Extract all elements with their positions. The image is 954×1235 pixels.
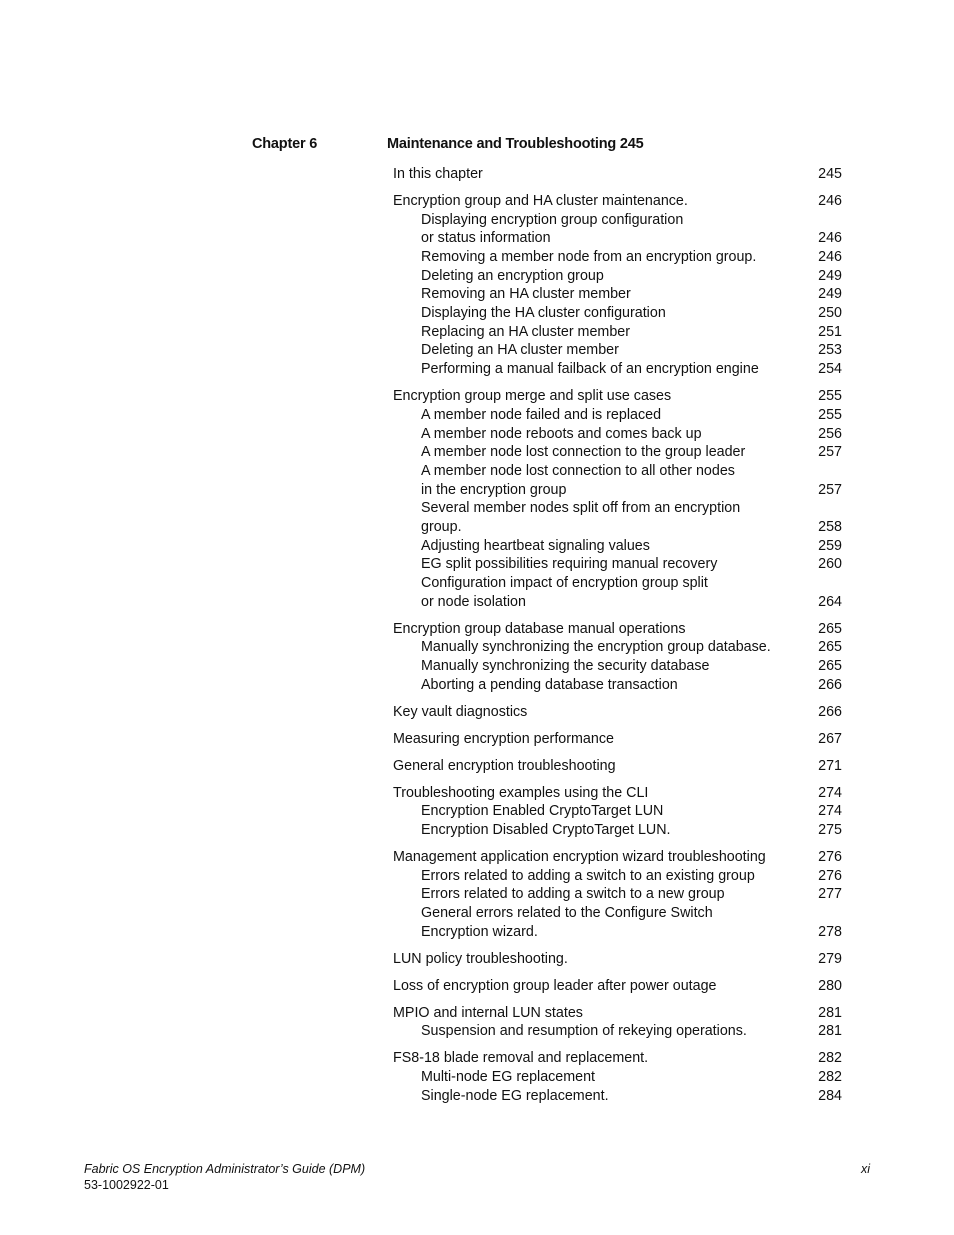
toc-subentry[interactable] <box>393 657 842 676</box>
toc-subentry[interactable] <box>393 518 842 537</box>
toc-entry-title: FS8-18 blade removal and replacement. <box>393 1050 652 1066</box>
toc-subentry[interactable] <box>393 211 842 230</box>
toc-page-number: 267 <box>808 730 842 749</box>
toc-page-number: 245 <box>808 165 842 184</box>
toc-page-number: 257 <box>808 443 842 462</box>
toc-entry[interactable] <box>393 950 842 969</box>
toc-subentry[interactable] <box>393 267 842 286</box>
toc-subentry[interactable] <box>393 443 842 462</box>
toc-entry-title: EG split possibilities requiring manual recovery <box>421 556 721 572</box>
toc-entry-title: Key vault diagnostics <box>393 704 531 720</box>
toc-page-number: 255 <box>808 387 842 406</box>
toc-entry-title: In this chapter <box>393 166 487 182</box>
toc-page-number: 266 <box>808 676 842 695</box>
toc-page-number: 282 <box>808 1049 842 1068</box>
toc-entry-title: General errors related to the Configure Switch <box>421 905 717 921</box>
toc-page-number: 259 <box>808 537 842 556</box>
toc-entry-title: A member node reboots and comes back up <box>421 426 706 442</box>
toc-subentry[interactable] <box>393 923 842 942</box>
toc-entry[interactable] <box>393 757 842 776</box>
toc-page-number: 246 <box>808 192 842 211</box>
toc-subentry[interactable] <box>393 285 842 304</box>
toc-subentry[interactable] <box>393 341 842 360</box>
toc-entry-title: Manually synchronizing the encryption group database. <box>421 639 775 655</box>
toc-entry-title: Several member nodes split off from an encryption <box>421 500 744 516</box>
toc-entry-title: Measuring encryption performance <box>393 731 618 747</box>
toc-subentry[interactable] <box>393 904 842 923</box>
toc-subentry[interactable] <box>393 1087 842 1106</box>
toc-page-number: 264 <box>808 593 842 612</box>
toc-page-number: 282 <box>808 1068 842 1087</box>
toc-subentry[interactable] <box>393 867 842 886</box>
toc-entry-title: Deleting an HA cluster member <box>421 342 623 358</box>
toc-entry-title: Replacing an HA cluster member <box>421 324 634 340</box>
toc-page-number: 279 <box>808 950 842 969</box>
toc-page-number: 256 <box>808 425 842 444</box>
toc-subentry[interactable] <box>393 676 842 695</box>
toc-page-number: 277 <box>808 885 842 904</box>
toc-entry-title: LUN policy troubleshooting. <box>393 951 572 967</box>
toc-entry-title: Aborting a pending database transaction <box>421 677 682 693</box>
toc-entry-title: or node isolation <box>421 594 530 610</box>
toc-subentry[interactable] <box>393 593 842 612</box>
toc-subentry[interactable] <box>393 304 842 323</box>
toc-entry[interactable] <box>393 784 842 803</box>
toc-entry-title: A member node lost connection to all other nodes <box>421 463 739 479</box>
toc-page-number: 281 <box>808 1004 842 1023</box>
toc-entry[interactable] <box>393 192 842 211</box>
toc-page-number: 276 <box>808 867 842 886</box>
toc-entry-title: A member node failed and is replaced <box>421 407 665 423</box>
toc-page-number: 274 <box>808 784 842 803</box>
toc-subentry[interactable] <box>393 406 842 425</box>
toc-subentry[interactable] <box>393 360 842 379</box>
toc-entry-title: MPIO and internal LUN states <box>393 1005 587 1021</box>
toc-entry-title: Deleting an encryption group <box>421 268 608 284</box>
toc-page-number: 280 <box>808 977 842 996</box>
toc-subentry[interactable] <box>393 248 842 267</box>
toc-page-number: 275 <box>808 821 842 840</box>
footer-book-title: Fabric OS Encryption Administrator’s Guide (DPM) <box>84 1162 366 1176</box>
toc-page-number: 255 <box>808 406 842 425</box>
toc-subentry[interactable] <box>393 638 842 657</box>
toc-entry[interactable] <box>393 1049 842 1068</box>
toc-subentry[interactable] <box>393 555 842 574</box>
toc-page-number: 250 <box>808 304 842 323</box>
toc-entry-title: Configuration impact of encryption group split <box>421 575 712 591</box>
toc-entry-title: Suspension and resumption of rekeying operations. <box>421 1023 751 1039</box>
toc-page-number: 281 <box>808 1022 842 1041</box>
toc-page-number: 276 <box>808 848 842 867</box>
toc-subentry[interactable] <box>393 574 842 593</box>
footer-document-number: 53-1002922-01 <box>84 1178 169 1192</box>
toc-page-number: 274 <box>808 802 842 821</box>
toc-entry-title: Displaying the HA cluster configuration <box>421 305 670 321</box>
toc-subentry[interactable] <box>393 462 842 481</box>
toc-subentry[interactable] <box>393 481 842 500</box>
toc-entry-title: A member node lost connection to the group leader <box>421 444 749 460</box>
toc-page-number: 253 <box>808 341 842 360</box>
toc-entry[interactable] <box>393 387 842 406</box>
toc-page-number: 265 <box>808 657 842 676</box>
toc-page-number: 249 <box>808 267 842 286</box>
toc-page-number: 271 <box>808 757 842 776</box>
toc-entry-title: in the encryption group <box>421 482 570 498</box>
toc-page-number: 254 <box>808 360 842 379</box>
toc-entry-title: or status information <box>421 230 555 246</box>
toc-page-number: 284 <box>808 1087 842 1106</box>
toc-entry[interactable] <box>393 703 842 722</box>
chapter-label: Chapter 6 <box>252 136 318 152</box>
toc-entry-title: Troubleshooting examples using the CLI <box>393 785 652 801</box>
toc-page-number: 278 <box>808 923 842 942</box>
toc-page-number: 266 <box>808 703 842 722</box>
toc-entry-title: Manually synchronizing the security database <box>421 658 713 674</box>
toc-subentry[interactable] <box>393 499 842 518</box>
toc-subentry[interactable] <box>393 885 842 904</box>
toc-subentry[interactable] <box>393 1022 842 1041</box>
toc-page-number: 265 <box>808 638 842 657</box>
table-of-contents <box>393 165 842 1106</box>
footer-page-number: xi <box>860 1162 870 1176</box>
toc-entry-title: Encryption Disabled CryptoTarget LUN. <box>421 822 675 838</box>
toc-page-number: 246 <box>808 248 842 267</box>
toc-entry-title: Multi-node EG replacement <box>421 1069 599 1085</box>
toc-subentry[interactable] <box>393 802 842 821</box>
toc-entry[interactable] <box>393 1004 842 1023</box>
toc-entry-title: Encryption Enabled CryptoTarget LUN <box>421 803 667 819</box>
toc-subentry[interactable] <box>393 821 842 840</box>
toc-subentry[interactable] <box>393 323 842 342</box>
toc-subentry[interactable] <box>393 537 842 556</box>
toc-entry[interactable] <box>393 620 842 639</box>
toc-subentry[interactable] <box>393 229 842 248</box>
toc-entry-title: Errors related to adding a switch to an existing group <box>421 868 759 884</box>
toc-entry[interactable] <box>393 165 842 184</box>
toc-page-number: 260 <box>808 555 842 574</box>
toc-entry-title: Performing a manual failback of an encryption engine <box>421 361 763 377</box>
toc-page-number: 246 <box>808 229 842 248</box>
toc-page-number: 257 <box>808 481 842 500</box>
toc-page-number: 249 <box>808 285 842 304</box>
toc-page-number: 251 <box>808 323 842 342</box>
toc-entry-title: Displaying encryption group configuration <box>421 212 687 228</box>
toc-entry-title: Management application encryption wizard troubleshooting <box>393 849 770 865</box>
toc-entry-title: Encryption wizard. <box>421 924 542 940</box>
toc-subentry[interactable] <box>393 425 842 444</box>
toc-subentry[interactable] <box>393 1068 842 1087</box>
toc-page-number: 265 <box>808 620 842 639</box>
toc-entry-title: Removing a member node from an encryption group. <box>421 249 760 265</box>
toc-entry-title: General encryption troubleshooting <box>393 758 620 774</box>
toc-entry-title: Single-node EG replacement. <box>421 1088 613 1104</box>
toc-entry[interactable] <box>393 977 842 996</box>
toc-entry-title: Encryption group merge and split use cases <box>393 388 675 404</box>
toc-entry-title: Errors related to adding a switch to a new group <box>421 886 729 902</box>
toc-entry-title: Loss of encryption group leader after power outage <box>393 978 720 994</box>
toc-entry-title: Removing an HA cluster member <box>421 286 635 302</box>
toc-entry[interactable] <box>393 730 842 749</box>
toc-entry-title: Encryption group database manual operations <box>393 621 690 637</box>
toc-entry[interactable] <box>393 848 842 867</box>
toc-entry-title: Encryption group and HA cluster maintenance. <box>393 193 692 209</box>
toc-page-number: 258 <box>808 518 842 537</box>
toc-entry-title: Adjusting heartbeat signaling values <box>421 538 654 554</box>
chapter-title: Maintenance and Troubleshooting 245 <box>387 136 644 152</box>
toc-entry-title: group. <box>421 519 466 535</box>
